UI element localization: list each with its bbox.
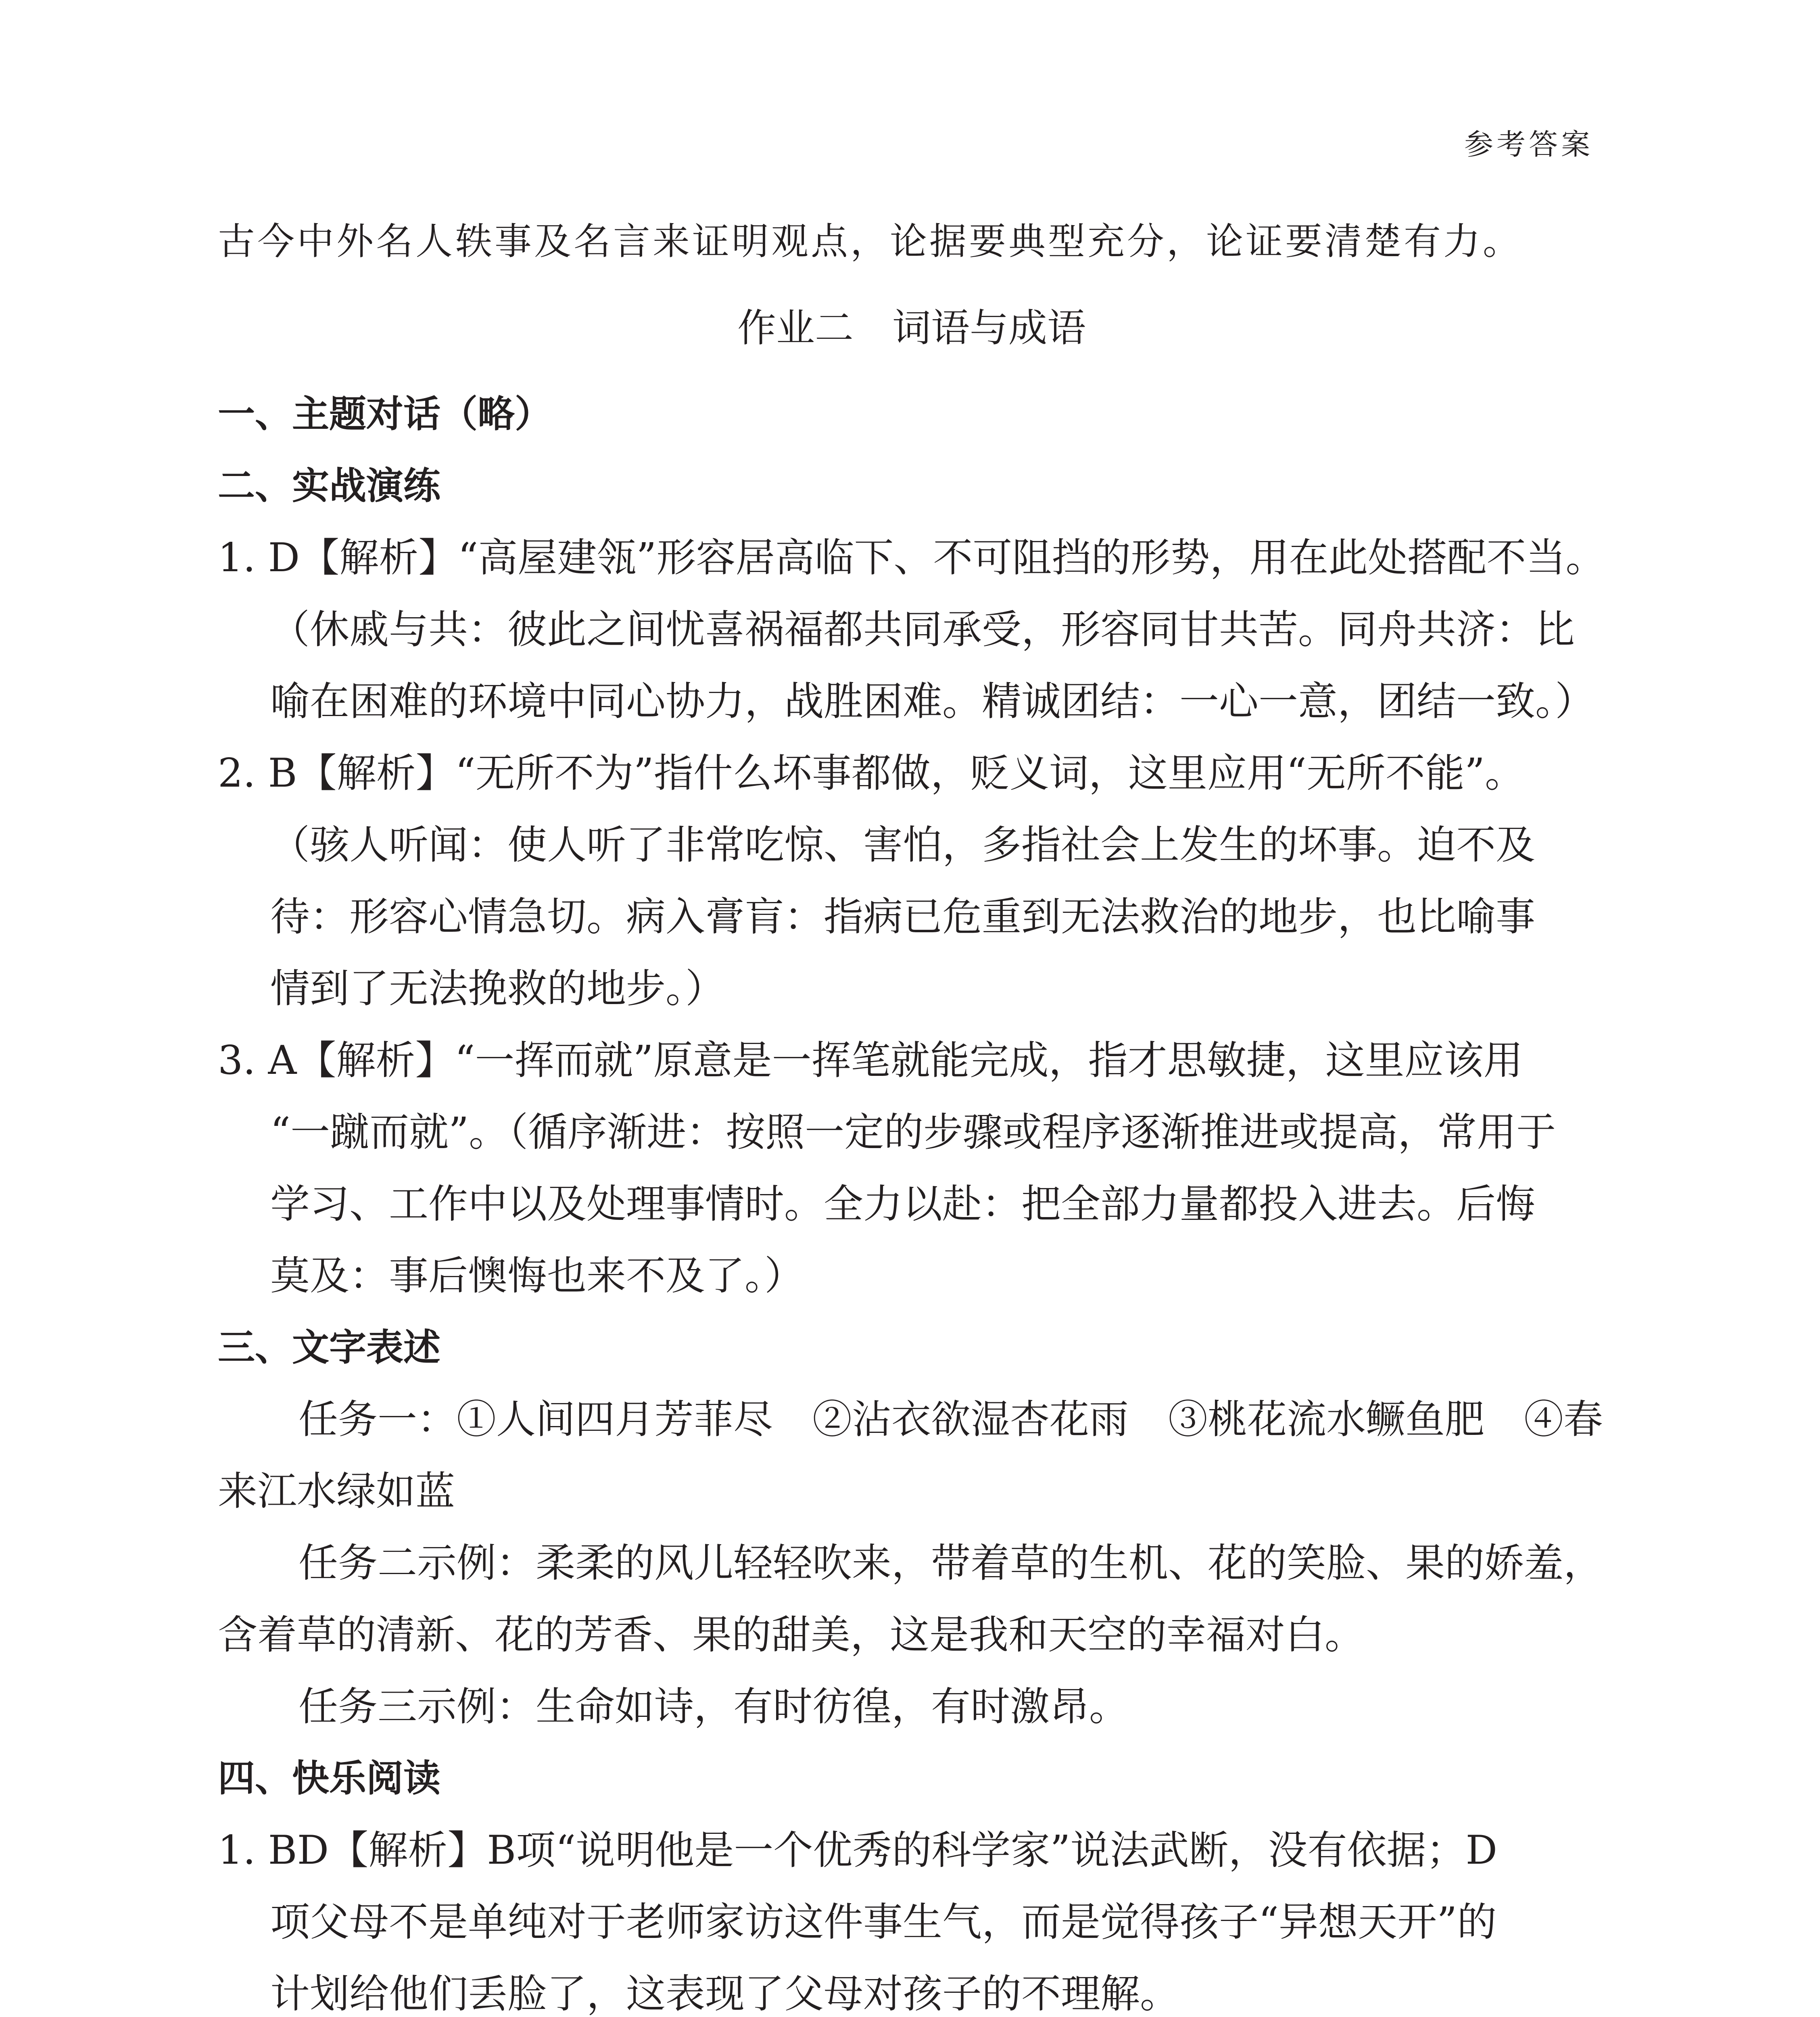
answer-4-1-line-1: 1. BD【解析】B项“说明他是一个优秀的科学家”说法武断，没有依据；D [218,1827,1498,1873]
answer-2-3-line-2: “一蹴而就”。（循序渐进：按照一定的步骤或程序逐渐推进或提高，常用于 [270,1109,1556,1155]
task-2-line-2: 含着草的清新、花的芳香、果的甜美，这是我和天空的幸福对白。 [218,1612,1365,1658]
answer-2-1-line-3: 喻在困难的环境中同心协力，战胜困难。精诚团结：一心一意，团结一致。） [270,679,1595,725]
task-1-line-1: 任务一：①人间四月芳菲尽 ②沾衣欲湿杏花雨 ③桃花流水鳜鱼肥 ④春 [298,1397,1603,1443]
answer-4-1-line-2: 项父母不是单纯对于老师家访这件事生气，而是觉得孩子“异想天开”的 [270,1899,1497,1945]
task-3-line-1: 任务三示例：生命如诗，有时彷徨，有时激昂。 [298,1684,1129,1730]
answer-2-1-line-2: （休戚与共：彼此之间忧喜祸福都共同承受，形容同甘共苦。同舟共济：比 [270,607,1575,653]
section-heading-4: 四、快乐阅读 [218,1757,441,1800]
answer-2-1-line-1: 1. D【解析】“高屋建瓴”形容居高临下、不可阻挡的形势，用在此处搭配不当。 [218,535,1605,581]
section-heading-2: 二、实战演练 [218,464,441,507]
section-heading-3: 三、文字表述 [218,1326,441,1369]
intro-line: 古今中外名人轶事及名言来证明观点，论据要典型充分，论证要清楚有力。 [218,220,1523,263]
answer-2-2-line-3: 待：形容心情急切。病入膏肓：指病已危重到无法救治的地步，也比喻事 [270,894,1536,940]
chapter-title: 作业二 词语与成语 [737,305,1086,351]
answer-2-2-line-4: 情到了无法挽救的地步。） [270,966,725,1012]
answer-2-2-line-1: 2. B【解析】“无所不为”指什么坏事都做，贬义词，这里应用“无所不能”。 [218,750,1525,796]
answer-2-2-line-2: （骇人听闻：使人听了非常吃惊、害怕，多指社会上发生的坏事。迫不及 [270,822,1536,868]
page-body [218,206,1605,2017]
answer-4-1-line-3: 计划给他们丢脸了，这表现了父母对孩子的不理解。 [270,1971,1180,2017]
section-heading-1: 一、主题对话（略） [218,393,552,436]
running-header: 参考答案 [1464,127,1593,161]
task-2-line-1: 任务二示例：柔柔的风儿轻轻吹来，带着草的生机、花的笑脸、果的娇羞， [298,1540,1603,1586]
answer-2-3-line-4: 莫及：事后懊悔也来不及了。） [270,1253,804,1299]
answer-2-3-line-3: 学习、工作中以及处理事情时。全力以赴：把全部力量都投入进去。后悔 [270,1181,1536,1227]
task-1-line-2: 来江水绿如蓝 [218,1468,455,1514]
answer-2-3-line-1: 3. A【解析】“一挥而就”原意是一挥笔就能完成，指才思敏捷，这里应该用 [218,1038,1523,1084]
